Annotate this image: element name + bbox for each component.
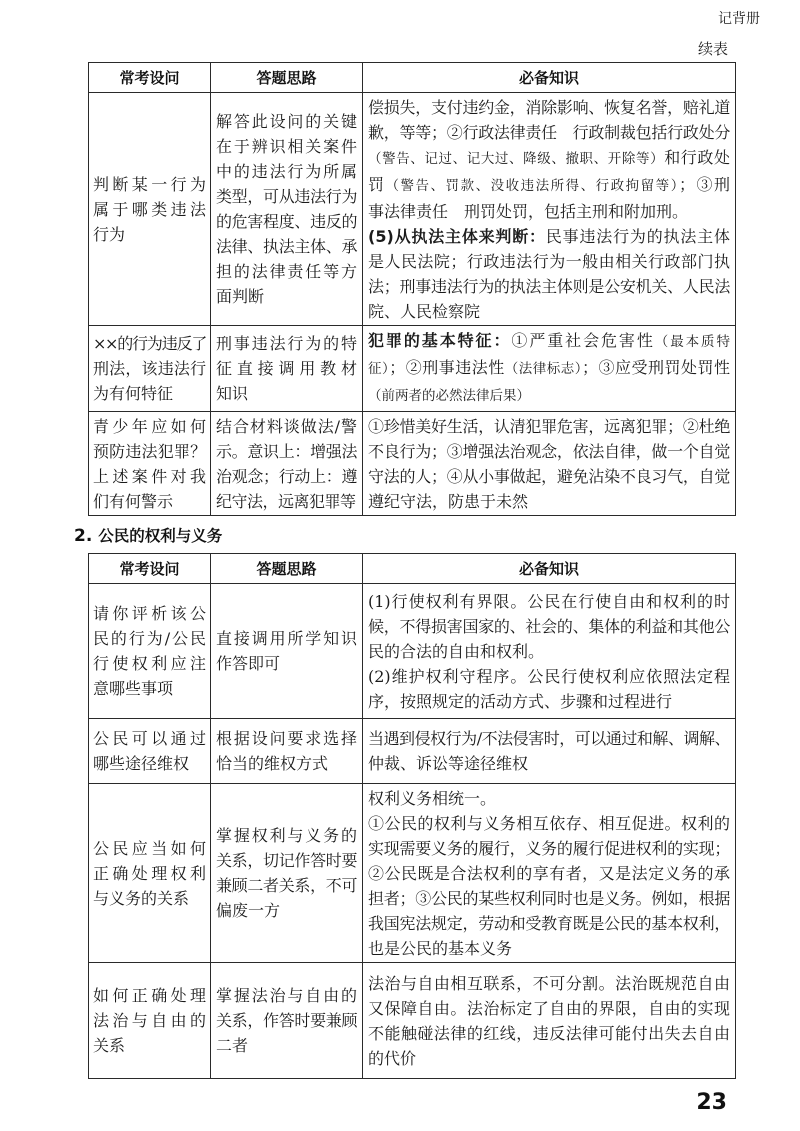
paragraph — [93, 331, 206, 406]
paragraph — [368, 224, 730, 324]
text-line: 的危害程度、违反的 — [216, 212, 357, 231]
text-line: 掌握权利与义务的 — [216, 826, 357, 845]
question-cell — [89, 784, 211, 963]
text-line: 权利义务相统一。 — [368, 788, 497, 808]
text-line: 属于哪类违法 — [93, 199, 206, 219]
text-line: 不能触碰法律的红线，违反法律可能付出失去自由 — [368, 1023, 730, 1043]
approach-cell — [211, 719, 363, 784]
text-line: 根据设问要求选择 — [216, 729, 357, 748]
text-line: 仲裁、诉讼等途径维权 — [368, 754, 529, 773]
paragraph — [368, 811, 730, 961]
column-header-approach: 答题思路 — [211, 63, 363, 93]
text-line: 面判断 — [216, 287, 265, 306]
paragraph — [216, 823, 357, 923]
text-line: (1)行使权利有界限。公民在行使自由和权利的时 — [368, 591, 730, 611]
approach-cell — [211, 326, 363, 412]
table-header — [89, 63, 736, 93]
text-line: 实现需要义务的履行，义务的履行促进权利的实现； — [368, 838, 730, 858]
text-line: 不良行为；③增强法治观念，依法自律，做一个自觉 — [368, 441, 730, 461]
text-line: 预防违法犯罪？ — [93, 441, 206, 461]
text-line: 示。意识上：增强法 — [216, 441, 357, 461]
table-body — [89, 93, 736, 516]
text-line: 在于辨识相关案件 — [216, 137, 357, 156]
text-line: 上述案件对我 — [93, 466, 206, 486]
paragraph — [93, 172, 206, 247]
text-line: 青少年应如何 — [93, 416, 206, 436]
text-line: 候，不得损害国家的、社会的、集体的利益和其他公 — [368, 616, 730, 636]
note-text: （最本质特 — [654, 334, 730, 350]
text-line: （警告、记过、记大过、降级、撤职、开除等）和行政处 — [368, 147, 730, 167]
text-line: 结合材料谈做法/警 — [216, 416, 357, 436]
paragraph — [368, 95, 730, 224]
table-continued-label: 续表 — [697, 40, 728, 58]
paragraph — [93, 726, 206, 776]
text-line: 意哪些事项 — [93, 679, 174, 698]
text-line: 行为 — [93, 224, 126, 244]
paragraph — [368, 414, 730, 514]
text-line: 守法的人；④从小事做起，避免沾染不良习气，自觉 — [368, 466, 730, 486]
knowledge-cell — [363, 412, 736, 516]
text-line: 二者 — [216, 1036, 249, 1055]
text-line: 偏废一方 — [216, 901, 281, 920]
text-line: 治观念；行动上：遵 — [216, 466, 357, 486]
text-line — [368, 382, 730, 409]
question-cell — [89, 93, 211, 326]
text-line: 刑法，该违法行 — [93, 359, 206, 378]
text-line: 行使权利应注 — [93, 654, 206, 673]
text-line: 作答即可 — [216, 654, 281, 673]
text-line: 又保障自由。法治标定了自由的界限，自由的实现 — [368, 998, 730, 1018]
paragraph — [368, 664, 730, 714]
question-cell — [89, 326, 211, 412]
text-line: 掌握法治与自由的 — [216, 986, 357, 1005]
text-line: 关系，作答时要兼顾 — [216, 1011, 357, 1030]
text-line: 关系 — [93, 1036, 126, 1055]
text-line: 中的违法行为所属 — [216, 162, 357, 181]
approach-cell — [211, 412, 363, 516]
text-line: 犯罪的基本特征：①严重社会危害性（最本质特 — [368, 331, 730, 350]
text-line: 与义务的关系 — [93, 888, 190, 908]
text-line: 判断某一行为 — [93, 174, 206, 194]
paragraph — [93, 983, 206, 1058]
note-text: （警告、记过、记大过、降级、撤职、开除等） — [368, 150, 665, 167]
table-row — [89, 412, 736, 516]
section-number: 2. — [74, 526, 93, 546]
text-line: 们有何警示 — [93, 491, 174, 511]
text-line: 解答此设问的关键 — [216, 112, 357, 131]
text-line: ②公民既是合法权利的享有者，又是法定义务的承 — [368, 863, 730, 883]
text-line: 事法律责任 刑罚处罚，包括主刑和附加刑。 — [368, 201, 689, 221]
paragraph — [93, 836, 206, 911]
text-line: 法治与自由的 — [93, 1011, 206, 1030]
paragraph — [368, 328, 730, 409]
paragraph — [93, 601, 206, 701]
paragraph — [368, 786, 730, 811]
table-header — [89, 554, 736, 584]
table-row — [89, 584, 736, 719]
paragraph — [93, 414, 206, 514]
table-row — [89, 784, 736, 963]
table-row — [89, 326, 736, 412]
text-line: 法治与自由相互联系，不可分割。法治既规范自由 — [368, 973, 730, 993]
text-line: 歉，等等；②行政法律责任 行政制裁包括行政处分 — [368, 122, 730, 142]
text-line: 正确处理权利 — [93, 863, 206, 883]
text-line: 民的合法的自由和权利。 — [368, 641, 545, 661]
text-line: 哪些途径维权 — [93, 754, 190, 773]
paragraph — [368, 589, 730, 664]
bold-text: 犯罪的基本特征： — [368, 331, 512, 350]
header-row — [89, 554, 736, 584]
note-text: （前两者的必然法律后果） — [368, 388, 530, 404]
approach-cell — [211, 963, 363, 1079]
paragraph — [216, 331, 357, 406]
paragraph — [216, 414, 357, 514]
text-line: 的代价 — [368, 1048, 417, 1068]
text-line: 也是公民的基本义务 — [368, 938, 513, 958]
text-line: 恰当的维权方式 — [216, 754, 329, 773]
bold-text: (5)从执法主体来判断： — [368, 226, 546, 246]
text-line: 征直接调用教材 — [216, 359, 357, 378]
paragraph — [368, 726, 730, 776]
knowledge-cell — [363, 93, 736, 326]
text-line: ①公民的权利与义务相互依存、相互促进。权利的 — [368, 813, 730, 833]
text-line: 法；刑事违法行为的执法主体则是公安机关、人民法 — [368, 276, 730, 296]
paragraph — [216, 983, 357, 1058]
text-line: 关系，切记作答时要 — [216, 851, 357, 870]
text-line: (2)维护权利守程序。公民行使权利应依照法定程 — [368, 666, 730, 686]
approach-cell — [211, 584, 363, 719]
question-cell — [89, 412, 211, 516]
section-heading — [74, 524, 222, 546]
text-line: 公民可以通过 — [93, 729, 206, 748]
text-line: 当遇到侵权行为/不法侵害时，可以通过和解、调解、 — [368, 729, 730, 748]
column-header-question: 常考设问 — [89, 554, 211, 584]
note-text: （警告、罚款、没收违法所得、行政拘留等） — [385, 177, 679, 194]
text-line: 征）；②刑事违法性（法律标志）；③应受刑罚处罚性 — [368, 358, 730, 377]
question-cell — [89, 719, 211, 784]
paragraph — [216, 726, 357, 776]
text-line: (5)从执法主体来判断：民事违法行为的执法主体 — [368, 226, 730, 246]
text-line: 兼顾二者关系，不可 — [216, 876, 357, 895]
column-header-approach: 答题思路 — [211, 554, 363, 584]
text-line: 为有何特征 — [93, 384, 174, 403]
text-line: ①珍惜美好生活，认清犯罪危害，远离犯罪；②杜绝 — [368, 416, 730, 436]
text-line: 纪守法，远离犯罪等 — [216, 491, 356, 511]
question-cell — [89, 584, 211, 719]
text-line: 担者；③公民的某些权利同时也是义务。例如，根据 — [368, 888, 730, 908]
paragraph — [216, 109, 357, 309]
rights-duties-table — [88, 553, 736, 1079]
text-line: 遵纪守法，防患于未然 — [368, 491, 529, 511]
question-cell — [89, 963, 211, 1079]
section-title: 公民的权利与义务 — [98, 527, 223, 545]
book-part-label: 记背册 — [718, 11, 760, 27]
column-header-knowledge: 必备知识 — [363, 63, 736, 93]
header-row — [89, 63, 736, 93]
page-number: 23 — [696, 1090, 727, 1115]
column-header-question: 常考设问 — [89, 63, 211, 93]
text-line: 如何正确处理 — [93, 986, 206, 1005]
knowledge-cell — [363, 584, 736, 719]
column-header-knowledge: 必备知识 — [363, 554, 736, 584]
text-line: 民的行为/公民 — [93, 629, 206, 648]
text-line: 罚（警告、罚款、没收违法所得、行政拘留等）；③刑 — [368, 174, 730, 194]
text-line: 法律、执法主体、承 — [216, 237, 357, 256]
approach-cell — [211, 93, 363, 326]
text-line: ××的行为违反了 — [93, 334, 206, 353]
text-line: 院、人民检察院 — [368, 301, 481, 321]
text-line: 我国宪法规定，劳动和受教育既是公民的基本权利， — [368, 913, 730, 933]
knowledge-cell — [363, 784, 736, 963]
paragraph — [216, 626, 357, 676]
text-line: 偿损失，支付违约金，消除影响、恢复名誉，赔礼道 — [368, 97, 730, 117]
text-line: 直接调用所学知识 — [216, 629, 357, 648]
note-text: （法律标志） — [504, 361, 582, 377]
table-row — [89, 963, 736, 1079]
text-line: 公民应当如何 — [93, 838, 206, 858]
approach-cell — [211, 784, 363, 963]
table-row — [89, 719, 736, 784]
text-line: 请你评析该公 — [93, 604, 206, 623]
text-line: 知识 — [216, 384, 249, 403]
table-row — [89, 93, 736, 326]
knowledge-cell — [363, 963, 736, 1079]
law-violation-table — [88, 62, 736, 516]
paragraph — [368, 971, 730, 1071]
text-line: 序，按照规定的活动方式、步骤和过程进行 — [368, 691, 673, 711]
text-line: 担的法律责任等方 — [216, 262, 357, 281]
knowledge-cell — [363, 326, 736, 412]
text-line: 类型，可从违法行为 — [216, 187, 357, 206]
knowledge-cell — [363, 719, 736, 784]
text-line: 刑事违法行为的特 — [216, 334, 357, 353]
text-line: 是人民法院；行政违法行为一般由相关行政部门执 — [368, 251, 730, 271]
table-body — [89, 584, 736, 1079]
note-text: 征） — [368, 361, 390, 377]
